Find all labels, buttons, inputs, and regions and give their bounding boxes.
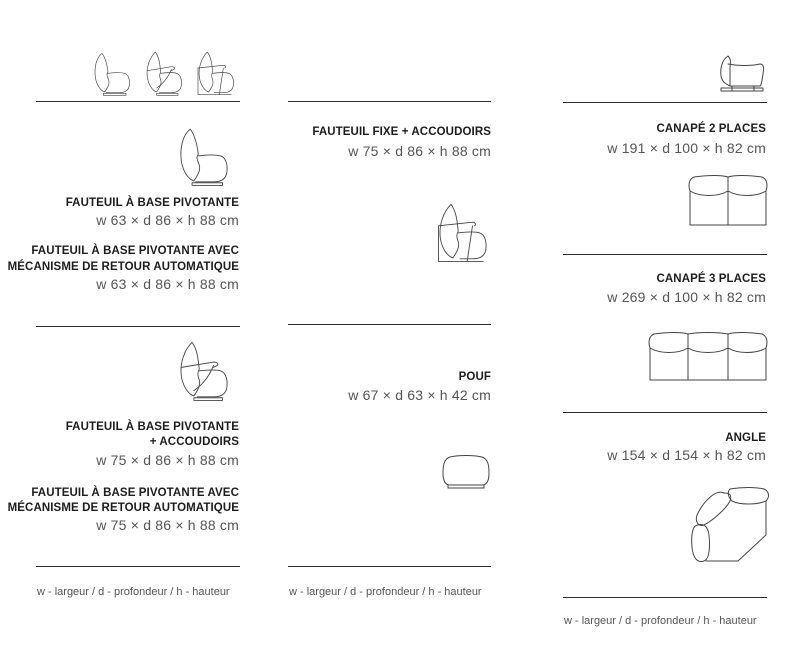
dimension-legend: w - largeur / d - profondeur / h - hauteur	[289, 586, 482, 598]
divider	[288, 566, 491, 567]
product-title: FAUTEUIL FIXE + ACCOUDOIRS	[312, 126, 491, 138]
product-dimensions: w 269 × d 100 × h 82 cm	[607, 289, 766, 305]
product-dimensions: w 191 × d 100 × h 82 cm	[607, 140, 766, 156]
armchair-swivel-arms-side-icon	[142, 48, 182, 98]
pouf-side-icon	[442, 455, 490, 491]
product-title: FAUTEUIL À BASE PIVOTANTE AVEC	[31, 245, 239, 257]
armchair-swivel-arms-side-icon	[174, 337, 228, 404]
product-title: CANAPÉ 3 PLACES	[656, 273, 766, 285]
product-title: ANGLE	[725, 432, 766, 444]
divider	[288, 101, 491, 102]
divider	[36, 566, 240, 567]
product-dimensions: w 154 × d 154 × h 82 cm	[607, 447, 766, 463]
product-title: FAUTEUIL À BASE PIVOTANTE	[65, 421, 239, 433]
divider	[563, 412, 767, 413]
sofa-3-seat-front-icon	[648, 332, 768, 382]
divider	[288, 324, 491, 325]
corner-sofa-top-icon	[690, 487, 770, 567]
divider	[36, 326, 240, 327]
armchair-swivel-side-icon	[90, 48, 130, 98]
product-dimensions: w 63 × d 86 × h 88 cm	[96, 276, 239, 292]
product-title: + ACCOUDOIRS	[149, 436, 239, 448]
dimension-legend: w - largeur / d - profondeur / h - hauteur	[564, 615, 757, 627]
sofa-2-seat-front-icon	[688, 175, 768, 227]
sofa-side-icon	[718, 54, 766, 94]
product-title: FAUTEUIL À BASE PIVOTANTE	[65, 197, 239, 209]
dimension-legend: w - largeur / d - profondeur / h - hauteur	[37, 586, 230, 598]
armchair-fixed-arms-side-icon	[194, 48, 234, 98]
product-dimensions: w 75 × d 86 × h 88 cm	[96, 452, 239, 468]
product-dimensions: w 63 × d 86 × h 88 cm	[96, 212, 239, 228]
product-dimensions: w 67 × d 63 × h 42 cm	[348, 387, 491, 403]
divider	[563, 597, 767, 598]
product-dimensions: w 75 × d 86 × h 88 cm	[96, 517, 239, 533]
divider	[563, 254, 767, 255]
divider	[563, 102, 767, 103]
armchair-swivel-side-icon	[174, 122, 228, 189]
product-title: CANAPÉ 2 PLACES	[656, 123, 766, 135]
product-dimensions: w 75 × d 86 × h 88 cm	[348, 143, 491, 159]
armchair-fixed-arms-side-icon	[433, 199, 487, 266]
product-title: MÉCANISME DE RETOUR AUTOMATIQUE	[7, 261, 239, 273]
product-title: MÉCANISME DE RETOUR AUTOMATIQUE	[7, 502, 239, 514]
product-title: FAUTEUIL À BASE PIVOTANTE AVEC	[31, 487, 239, 499]
product-title: POUF	[458, 371, 491, 383]
divider	[36, 101, 240, 102]
